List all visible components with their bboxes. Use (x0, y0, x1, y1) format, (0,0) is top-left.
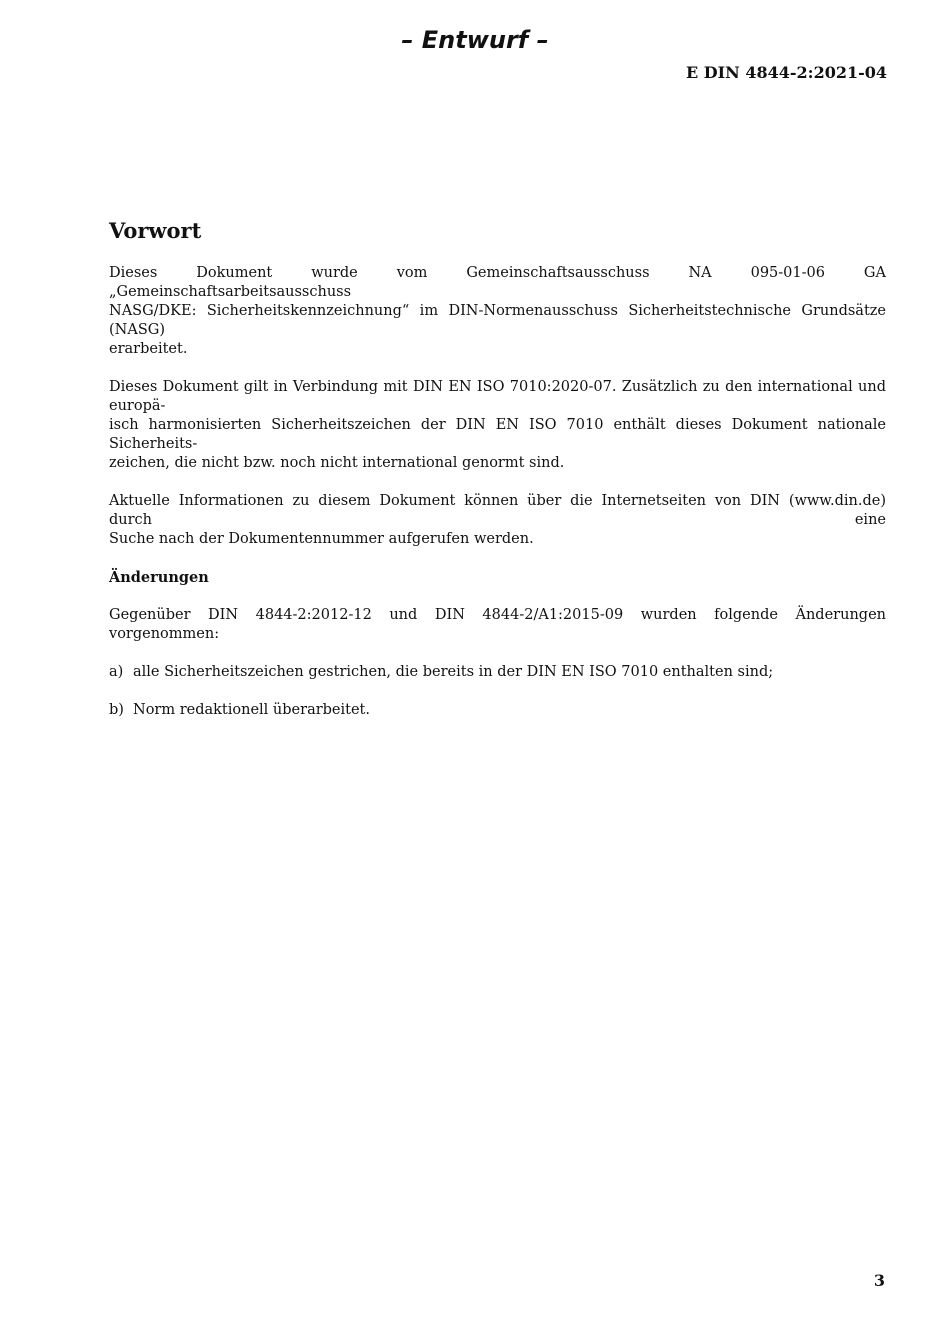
paragraph-line: zeichen, die nicht bzw. noch nicht international genormt sind. (109, 455, 565, 471)
paragraph-line: Suche nach der Dokumentennummer aufgerufen werden. (109, 531, 534, 547)
paragraph-line: Dieses Dokument wurde vom Gemeinschaftsausschuss NA 095-01-06 GA „Gemeinschaftsarbeitsausschuss (109, 265, 886, 300)
list-marker: a) (109, 664, 124, 680)
foreword-paragraph (109, 378, 886, 473)
list-item (109, 701, 886, 720)
paragraph-line: Gegenüber DIN 4844-2:2012-12 und DIN 4844-2/A1:2015-09 wurden folgende Änderungen vorgenommen: (109, 607, 886, 642)
paragraph-line: Dieses Dokument gilt in Verbindung mit DIN EN ISO 7010:2020-07. Zusätzlich zu den international und europä- (109, 379, 886, 414)
paragraph-line: erarbeitet. (109, 341, 188, 357)
document-body (109, 216, 886, 739)
paragraph-line: Aktuelle Informationen zu diesem Dokument können über die Internetseiten von DIN (www.din.de) durch eine (109, 493, 886, 528)
page-number: 3 (873, 1271, 885, 1290)
list-marker: b) (109, 702, 124, 718)
changes-intro (109, 606, 886, 644)
paragraph-line: isch harmonisierten Sicherheitszeichen der DIN EN ISO 7010 enthält dieses Dokument nationale Sicherheits- (109, 417, 886, 452)
changes-heading: Änderungen (109, 569, 209, 586)
foreword-paragraph (109, 264, 886, 359)
list-item-text: alle Sicherheitszeichen gestrichen, die bereits in der DIN EN ISO 7010 enthalten sind; (133, 664, 774, 680)
list-item-text: Norm redaktionell überarbeitet. (133, 702, 370, 718)
draft-label: – Entwurf – (401, 26, 549, 54)
list-item (109, 663, 886, 682)
section-title: Vorwort (109, 218, 202, 243)
document-id: E DIN 4844-2:2021-04 (686, 63, 887, 82)
paragraph-line: NASG/DKE: Sicherheitskennzeichnung“ im DIN-Normenausschuss Sicherheitstechnische Grundsätze (NASG) (109, 303, 886, 338)
foreword-paragraph (109, 492, 886, 549)
